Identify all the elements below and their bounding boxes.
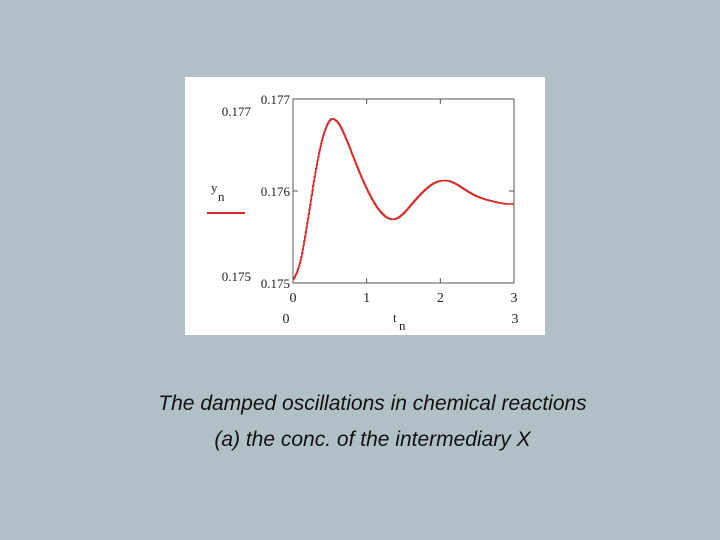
y-axis-label: y — [211, 180, 218, 195]
x-range-max-label: 3 — [511, 312, 519, 327]
x-tick-label: 3 — [510, 291, 518, 306]
series-line-0 — [293, 119, 514, 279]
x-axis-label-subscript: n — [399, 318, 406, 333]
plot-panel — [185, 77, 545, 335]
x-tick-label: 1 — [363, 291, 371, 306]
x-range-min-label: 0 — [282, 312, 290, 327]
y-axis-label-subscript: n — [218, 189, 225, 204]
y-tick-label: 0.177 — [260, 92, 290, 107]
chart-svg — [185, 77, 545, 335]
y-range-min-label: 0.175 — [221, 269, 251, 284]
y-range-max-label: 0.177 — [221, 104, 251, 119]
caption-line-2: (a) the conc. of the intermediary X — [214, 428, 531, 451]
x-axis-label: t — [393, 310, 397, 325]
y-tick-label: 0.176 — [260, 184, 290, 199]
y-tick-label: 0.175 — [260, 276, 290, 291]
x-tick-label: 2 — [436, 291, 444, 306]
caption-line-1: The damped oscillations in chemical reactions — [158, 392, 587, 415]
x-tick-label: 0 — [289, 291, 297, 306]
